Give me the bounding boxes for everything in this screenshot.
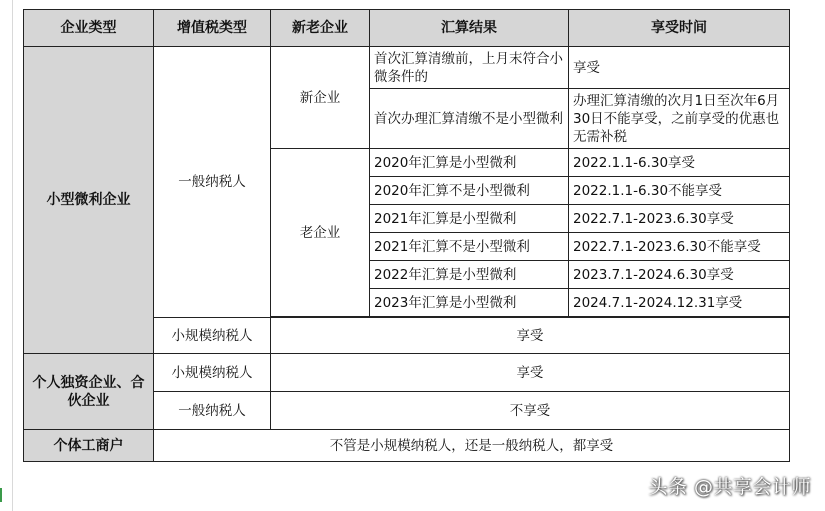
header-row <box>24 10 790 47</box>
old-result-6: 2023年汇算是小型微利 <box>370 289 569 317</box>
individual-business-result: 不管是小规模纳税人，还是一般纳税人，都享受 <box>154 430 790 462</box>
new-result-1: 首次汇算清缴前，上月末符合小微条件的 <box>370 47 569 89</box>
old-enterprise-label: 老企业 <box>271 149 370 317</box>
sole-partnership-label: 个人独资企业、合伙企业 <box>24 354 154 430</box>
old-result-5: 2022年汇算是小型微利 <box>370 261 569 289</box>
header-enjoy-time: 享受时间 <box>569 10 790 47</box>
table-row <box>24 47 790 89</box>
old-time-5: 2023.7.1-2024.6.30享受 <box>569 261 790 289</box>
watermark: 头条 @共享会计师 <box>648 476 811 498</box>
small-scale-result: 享受 <box>271 318 790 354</box>
table-row <box>24 354 790 392</box>
old-time-1: 2022.1.1-6.30享受 <box>569 149 790 177</box>
spreadsheet-row-header-strip <box>0 0 13 511</box>
new-enterprise-label: 新企业 <box>271 47 370 149</box>
header-settlement-result: 汇算结果 <box>370 10 569 47</box>
header-vat-type: 增值税类型 <box>154 10 271 47</box>
individual-business-label: 个体工商户 <box>24 430 154 462</box>
new-time-2: 办理汇算清缴的次月1日至次年6月30日不能享受，之前享受的优惠也无需补税 <box>569 89 790 149</box>
old-result-2: 2020年汇算不是小型微利 <box>370 177 569 205</box>
old-time-2: 2022.1.1-6.30不能享受 <box>569 177 790 205</box>
table-row <box>24 430 790 462</box>
small-scale-taxpayer-label: 小规模纳税人 <box>154 318 271 354</box>
sole-general-label: 一般纳税人 <box>154 392 271 430</box>
header-new-old: 新老企业 <box>271 10 370 47</box>
sole-small-scale-label: 小规模纳税人 <box>154 354 271 392</box>
old-time-4: 2022.7.1-2023.6.30不能享受 <box>569 233 790 261</box>
general-taxpayer-label: 一般纳税人 <box>154 47 271 318</box>
header-enterprise-type: 企业类型 <box>24 10 154 47</box>
old-result-3: 2021年汇算是小型微利 <box>370 205 569 233</box>
old-time-3: 2022.7.1-2023.6.30享受 <box>569 205 790 233</box>
sole-small-scale-result: 享受 <box>271 354 790 392</box>
selection-marker <box>0 488 2 502</box>
old-time-6: 2024.7.1-2024.12.31享受 <box>569 289 790 317</box>
small-micro-label: 小型微利企业 <box>24 47 154 354</box>
old-result-4: 2021年汇算不是小型微利 <box>370 233 569 261</box>
sole-general-result: 不享受 <box>271 392 790 430</box>
new-result-2: 首次办理汇算清缴不是小型微利 <box>370 89 569 149</box>
tax-policy-table <box>23 9 790 462</box>
old-result-1: 2020年汇算是小型微利 <box>370 149 569 177</box>
new-time-1: 享受 <box>569 47 790 89</box>
